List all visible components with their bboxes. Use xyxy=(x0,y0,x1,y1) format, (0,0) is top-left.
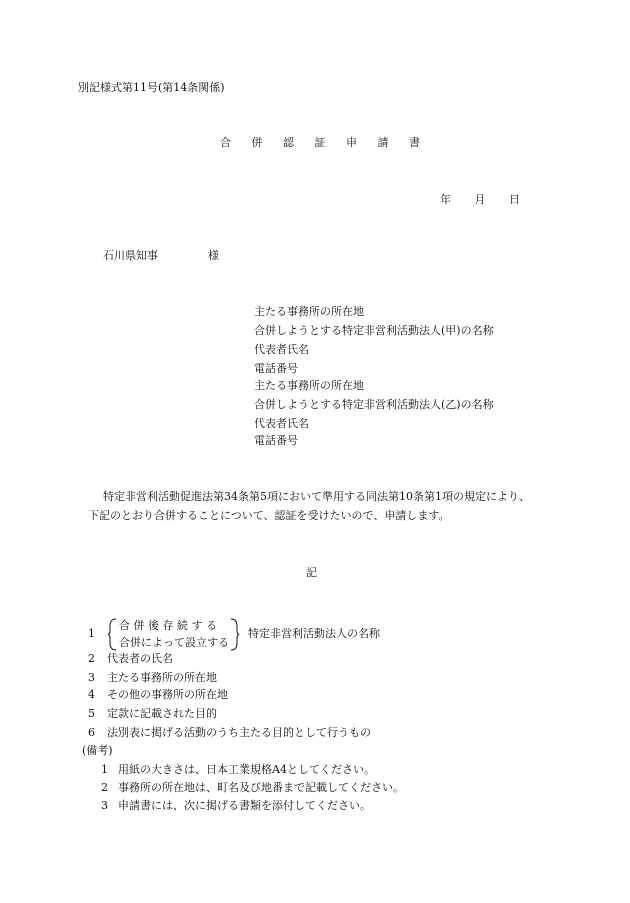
title-char: 併 xyxy=(251,136,263,149)
title-char: 請 xyxy=(377,136,389,149)
title-char: 申 xyxy=(346,136,357,149)
note-number: 1 xyxy=(101,763,108,776)
form-reference: 別記様式第11号(第14条関係) xyxy=(78,81,225,94)
note-text: 事務所の所在地は、町名及び地番まで記載してください。 xyxy=(118,781,404,794)
date-month: 月 xyxy=(474,193,486,206)
merger-type-options xyxy=(107,618,240,651)
merger-option-surviving: 合 併 後 存 続 す る xyxy=(119,619,217,632)
item-text: 主たる事務所の所在地 xyxy=(107,671,217,684)
item-number: 2 xyxy=(88,652,95,665)
applicant-field-label: 代表者氏名 xyxy=(254,343,309,356)
title-char: 書 xyxy=(409,136,420,149)
applicant-field-label: 電話番号 xyxy=(254,434,298,447)
applicant-field-label: 主たる事務所の所在地 xyxy=(254,379,364,392)
note-number: 2 xyxy=(101,781,108,794)
item-number: 4 xyxy=(88,688,95,701)
body-paragraph-line: 特定非営利活動促進法第34条第5項において準用する同法第10条第1項の規定により、 xyxy=(103,490,530,503)
date-year: 年 xyxy=(440,193,451,206)
notes-heading: (備考) xyxy=(82,744,113,757)
document-title xyxy=(220,137,420,148)
applicant-field-label: 代表者氏名 xyxy=(254,417,309,430)
ki-heading: 記 xyxy=(306,566,317,579)
date-day: 日 xyxy=(509,193,520,206)
merger-option-new: 合併によって設立する xyxy=(119,636,229,649)
honorific: 様 xyxy=(208,249,219,262)
applicant-field-label: 電話番号 xyxy=(254,362,298,375)
note-text: 用紙の大きさは、日本工業規格A4としてください。 xyxy=(118,763,375,776)
item-text: 代表者の氏名 xyxy=(107,652,173,665)
item-text: 特定非営利活動法人の名称 xyxy=(248,627,380,640)
item-number: 6 xyxy=(88,726,95,739)
item-text: 定款に記載された目的 xyxy=(107,707,217,720)
item-number: 5 xyxy=(88,707,95,720)
item-text: 法別表に掲げる活動のうち主たる目的として行うもの xyxy=(107,726,371,739)
item-number: 3 xyxy=(88,671,95,684)
applicant-field-label: 主たる事務所の所在地 xyxy=(254,305,364,318)
date-line xyxy=(440,194,520,205)
applicant-field-label: 合併しようとする特定非営利活動法人(甲)の名称 xyxy=(254,324,494,337)
item-text: その他の事務所の所在地 xyxy=(107,688,228,701)
note-text: 申請書には、次に掲げる書類を添付してください。 xyxy=(118,799,371,812)
applicant-field-label: 合併しようとする特定非営利活動法人(乙)の名称 xyxy=(254,398,494,411)
title-char: 証 xyxy=(314,136,326,149)
body-paragraph-line: 下記のとおり合併することについて、認証を受けたいので、申請します。 xyxy=(88,509,450,522)
title-char: 合 xyxy=(220,136,231,149)
note-number: 3 xyxy=(101,799,108,812)
addressee: 石川県知事 xyxy=(103,249,158,262)
item-number: 1 xyxy=(88,627,95,640)
title-char: 認 xyxy=(283,136,294,149)
